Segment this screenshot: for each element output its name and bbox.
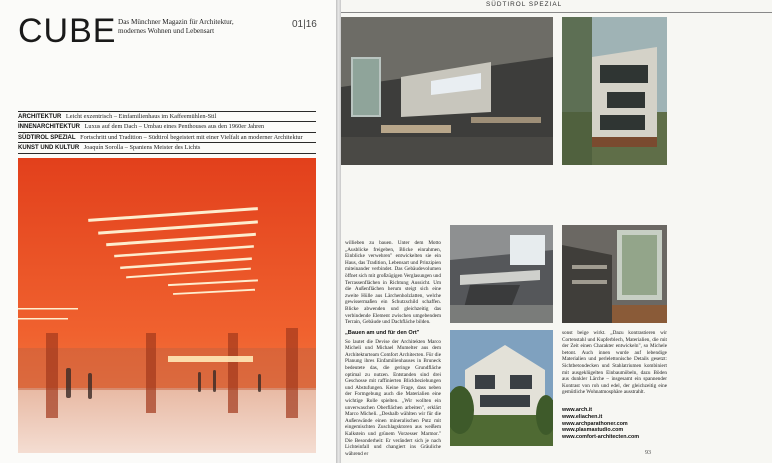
toc-text: Fortschritt und Tradition – Südtirol begeistert mit einer Vielfalt an moderner Architektur bbox=[80, 133, 303, 141]
architect-link[interactable]: www.plasmastudio.com bbox=[562, 427, 624, 434]
photo-interior-concrete bbox=[341, 17, 553, 165]
cover-photo-subway-station bbox=[18, 158, 316, 453]
toc-row bbox=[18, 111, 316, 121]
article-column-2 bbox=[562, 330, 667, 396]
article-paragraph: sonst beige wirkt. „Dazu kontrastieren wir Cortenstahl und Kupferblech, Materialien, die mit der Zeit einen Charakter entwickeln", so Michele betont. Auch innen wurde auf lebendige Materialien und perlelettonische Details gesetzt: Sichtbetondecken und Stahlatriumen kombiniert mit ausgeklügelten Einbaumöbeln, dazu Böden aus dunkler Lärche – insgesamt ein spannender Kontrast von roh und edel, der gleichzeitig eine gemütliche Wohnatmosphäre ausstrahlt. bbox=[562, 330, 667, 396]
section-header bbox=[341, 0, 772, 13]
toc-text: Joaquín Sorolla – Spaniens Meister des Lichts bbox=[83, 144, 201, 152]
toc-label: SÜDTIROL SPEZIAL bbox=[18, 134, 76, 141]
article-subhead: „Bauen am und für den Ort" bbox=[345, 330, 420, 336]
toc-row bbox=[18, 121, 316, 131]
page-number: 93 bbox=[645, 450, 651, 456]
architect-links bbox=[562, 407, 672, 441]
architect-link[interactable]: www.archparathoner.com bbox=[562, 420, 628, 427]
photo-house-exterior bbox=[562, 17, 667, 165]
magazine-tagline: Das Münchner Magazin für Architektur, modernes Wohnen und Lebensart bbox=[118, 18, 234, 35]
photo-interior-stairs-window bbox=[562, 225, 667, 323]
magazine-logo: CUBE bbox=[18, 12, 117, 50]
toc-text: Leicht exzentrisch – Einfamilienhaus im Kaffeemühlen-Stil bbox=[65, 113, 217, 120]
article-column-1-lower bbox=[345, 330, 441, 457]
article-paragraph: willieben zu bauen. Unter dem Motto „Ausblicke freigeben, Blicke einrahmen, Einblicke verwehren" entwickelten sie ein Haus, das Tradition, Lebensart und Prinzipien miteinander verbindet. Das Gebäudevolumen öffnet sich mit großzügigen Verglasungen und Terrassenflächen in Richtung Aussicht. Um die Außenflächen herum steigt sich eine zweite Hülle aus Lärchenholzlatten, welche gewissermaßen ein Schutzschild schaffen. Blicke abwenden und gleichzeitig das verbindende Element zwischen umgebendem Terrain, Gebäude und Dachfläche bilden. bbox=[345, 240, 441, 326]
photo-staircase bbox=[450, 225, 553, 323]
article-column-1 bbox=[345, 240, 441, 326]
architect-link[interactable]: www.eliachen.it bbox=[562, 413, 603, 420]
toc-label: ARCHITEKTUR bbox=[18, 114, 62, 120]
toc-row bbox=[18, 132, 316, 142]
toc-label: KUNST UND KULTUR bbox=[18, 145, 80, 152]
article-paragraph: So lautet die Devise der Architekten Marco Micheli und Michael Mumelter aus dem Architekturteam Comfort Architecten. Für die Planung ihres Einfamilienhauses in Bruneck bedeutete das, die geringe Grundfläche optimal zu nutzen. Entstanden sind drei Geschosse mit raffinierten Blickbeziehungen und Abstufungen. Keine Frage, dass neben der Formgebung auch die Materialien eine wichtige Rolle spielten. „Wir wollten ein unverwaschen Oberflächen arbeiten", erklärt Marco Micheli. „Deshalb wählten wir für die Außenwände einen mineralischen Putz mit eingemischten Zuschlagsktoren aus weißem Kalkstein und grünem Vorzesser Marmor." Die Besonderheit: Er verändert sich je nach Lichteinfall und changiert ins Gräuliche während er bbox=[345, 338, 441, 457]
toc-row bbox=[18, 142, 316, 153]
section-header-title: SÜDTIROL SPEZIAL bbox=[486, 1, 563, 8]
table-of-contents bbox=[18, 111, 316, 154]
toc-text: Luxus auf dem Dach – Umbau eines Penthouses aus den 1960er Jahren bbox=[84, 123, 265, 131]
issue-number: 01|16 bbox=[292, 19, 317, 30]
left-page bbox=[0, 0, 336, 463]
photo-house-garden bbox=[450, 330, 553, 446]
toc-label: INNENARCHITEKTUR bbox=[18, 124, 80, 131]
architect-link[interactable]: www.comfort-architecten.com bbox=[562, 434, 640, 441]
architect-link[interactable]: www.arch.it bbox=[562, 407, 593, 413]
right-page bbox=[341, 0, 772, 463]
